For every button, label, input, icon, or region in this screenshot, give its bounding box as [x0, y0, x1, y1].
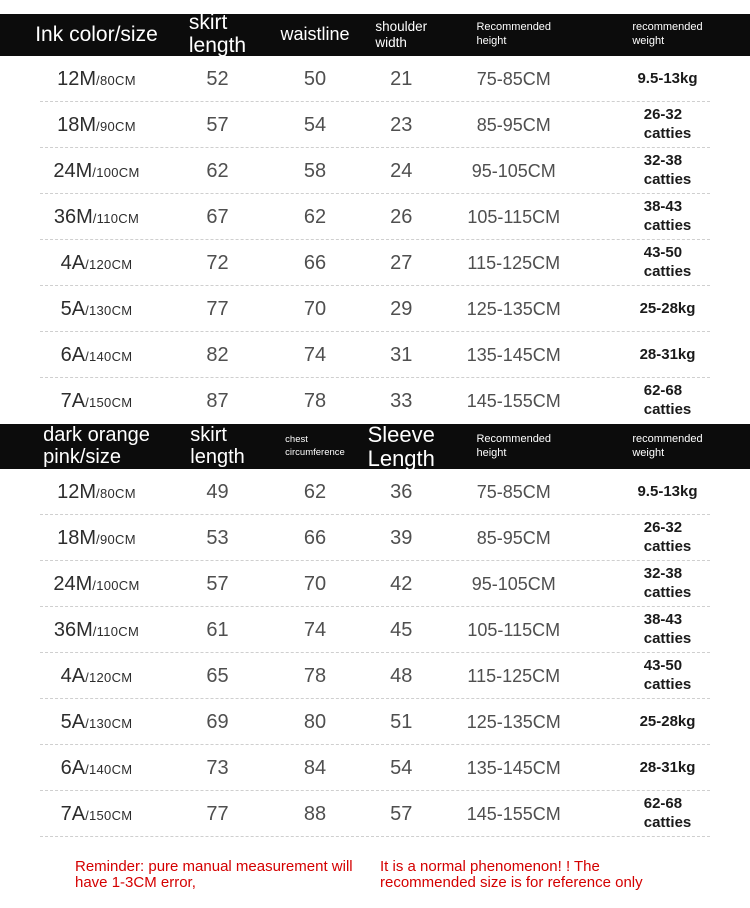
weight-line-2: catties	[643, 217, 692, 234]
measure-value-2: 80	[303, 710, 327, 733]
height-range: 125-135CM	[466, 711, 561, 732]
weight-line-1: 62-68	[643, 795, 683, 813]
table-row	[0, 286, 750, 332]
weight-cell	[585, 611, 750, 649]
header-cell-recommended-height	[443, 433, 586, 461]
table-row	[0, 607, 750, 653]
measure-value-3: 26	[390, 205, 413, 228]
weight-line-1: 43-50	[643, 244, 683, 262]
size-cell	[0, 573, 165, 596]
table-row	[0, 653, 750, 699]
size-cell	[0, 665, 165, 688]
measure-value-3: 51	[390, 710, 413, 733]
weight-cell	[585, 565, 750, 603]
height-range: 135-145CM	[466, 757, 561, 778]
table-row	[0, 515, 750, 561]
header-line: height	[476, 35, 507, 47]
weight-line-2: catties	[643, 125, 692, 142]
height-range: 75-85CM	[476, 481, 551, 502]
size-sub-label: /80CM	[96, 485, 136, 501]
measure-value-1: 65	[206, 664, 229, 687]
size-sub-label: /140CM	[85, 761, 133, 777]
measure-value-3: 42	[390, 572, 413, 595]
measure-value-1: 49	[206, 480, 229, 503]
measure-value-2: 88	[303, 802, 327, 825]
height-range: 75-85CM	[476, 68, 551, 89]
table-header	[0, 11, 750, 57]
size-sub-label: /110CM	[92, 623, 140, 639]
reminder-note-right: It is a normal phenomenon! ! The recommended size is for reference only	[380, 858, 643, 892]
measure-value-3: 21	[390, 67, 413, 90]
measure-value-1: 53	[206, 526, 229, 549]
header-line: pink/size	[43, 445, 121, 468]
size-cell	[0, 390, 165, 413]
header-line: width	[375, 35, 407, 50]
measure-value-1: 57	[206, 572, 229, 595]
measure-value-1: 62	[206, 159, 229, 182]
weight-line-1: 26-32	[643, 519, 683, 537]
weight-cell	[585, 795, 750, 833]
size-label: 18M	[57, 526, 97, 549]
measure-value-1: 77	[206, 297, 229, 320]
weight-line-1: 25-28kg	[639, 299, 696, 317]
measure-value-2: 62	[303, 480, 327, 503]
weight-line-1: 32-38	[643, 565, 683, 583]
size-table-rows	[0, 56, 750, 424]
size-sub-label: /100CM	[92, 577, 140, 593]
weight-line-1: 28-31kg	[639, 345, 696, 363]
table-row	[0, 56, 750, 102]
height-range: 115-125CM	[467, 665, 561, 686]
weight-line-2: catties	[643, 630, 692, 647]
header-cell-skirt-length	[165, 12, 270, 57]
measure-value-3: 23	[390, 113, 413, 136]
size-label: 36M	[53, 618, 93, 641]
table-row	[0, 240, 750, 286]
weight-line-2: catties	[643, 676, 692, 693]
size-sub-label: /80CM	[96, 72, 136, 88]
header-line: shoulder	[375, 18, 428, 34]
height-range: 115-125CM	[467, 252, 561, 273]
weight-cell	[585, 198, 750, 236]
size-cell	[0, 68, 165, 91]
reminder-note	[0, 859, 750, 891]
header-line: circumference	[285, 446, 345, 458]
measure-value-2: 50	[303, 67, 327, 90]
size-label: 7A	[60, 389, 86, 412]
height-range: 105-115CM	[467, 206, 561, 227]
size-label: 24M	[53, 572, 93, 595]
table-row	[0, 378, 750, 424]
size-sub-label: /90CM	[96, 531, 136, 547]
size-label: 36M	[53, 205, 93, 228]
header-line: weight	[632, 35, 665, 47]
header-line: length	[188, 34, 247, 57]
size-cell	[0, 344, 165, 367]
height-range: 85-95CM	[476, 114, 551, 135]
measure-value-3: 24	[390, 159, 413, 182]
measure-value-1: 82	[206, 343, 229, 366]
weight-line-1: 26-32	[643, 106, 683, 124]
weight-line-1: 9.5-13kg	[637, 69, 698, 87]
header-line: height	[476, 446, 507, 459]
measure-value-3: 33	[390, 389, 413, 412]
size-cell	[0, 298, 165, 321]
header-line: Length	[367, 445, 435, 471]
size-cell	[0, 803, 165, 826]
table-header	[0, 421, 750, 471]
size-label: 5A	[60, 710, 86, 733]
weight-line-1: 43-50	[643, 657, 683, 675]
measure-value-2: 66	[303, 251, 327, 274]
height-range: 145-155CM	[466, 803, 561, 824]
header-cell-recommended-weight	[585, 433, 750, 461]
weight-cell	[585, 106, 750, 144]
header-cell-recommended-height	[443, 21, 586, 49]
size-sub-label: /120CM	[85, 256, 133, 272]
header-cell-shoulder-width	[360, 19, 443, 51]
header-cell-chest-circumference	[270, 434, 360, 459]
weight-cell	[585, 657, 750, 695]
header-line: waistline	[280, 24, 350, 45]
header-line: Recommended	[476, 21, 552, 34]
table-row	[0, 791, 750, 837]
measure-value-3: 48	[390, 664, 413, 687]
measure-value-2: 70	[303, 572, 327, 595]
size-label: 7A	[60, 802, 86, 825]
weight-cell	[585, 70, 750, 89]
weight-line-2: catties	[643, 538, 692, 555]
weight-line-1: 9.5-13kg	[637, 482, 698, 500]
header-line: Sleeve	[367, 421, 435, 447]
size-sub-label: /90CM	[96, 118, 136, 134]
weight-line-1: 38-43	[643, 611, 683, 629]
weight-line-2: catties	[643, 584, 692, 601]
measure-value-2: 84	[303, 756, 327, 779]
size-table-rows	[0, 469, 750, 837]
weight-line-1: 38-43	[643, 198, 683, 216]
size-table-ink	[0, 11, 750, 424]
measure-value-3: 54	[390, 756, 413, 779]
measure-value-2: 58	[303, 159, 327, 182]
weight-cell	[585, 519, 750, 557]
measure-value-2: 74	[303, 343, 327, 366]
size-label: 6A	[60, 343, 86, 366]
measure-value-2: 54	[303, 113, 327, 136]
measure-value-1: 72	[206, 251, 229, 274]
size-sub-label: /130CM	[85, 302, 133, 318]
weight-line-1: 25-28kg	[639, 712, 696, 730]
measure-value-3: 39	[390, 526, 413, 549]
header-cell-size	[0, 425, 165, 468]
measure-value-2: 78	[303, 664, 327, 687]
height-range: 95-105CM	[471, 573, 556, 594]
measure-value-2: 78	[303, 389, 327, 412]
size-sub-label: /120CM	[85, 669, 133, 685]
measure-value-1: 61	[206, 618, 229, 641]
size-sub-label: /150CM	[85, 394, 133, 410]
table-row	[0, 469, 750, 515]
height-range: 85-95CM	[476, 527, 551, 548]
size-sub-label: /140CM	[85, 348, 133, 364]
weight-line-1: 32-38	[643, 152, 683, 170]
size-label: 24M	[53, 159, 93, 182]
weight-cell	[585, 759, 750, 778]
header-line: length	[190, 445, 245, 468]
size-table-dark-orange-pink	[0, 421, 750, 837]
size-cell	[0, 757, 165, 780]
size-sub-label: /100CM	[92, 164, 140, 180]
size-sub-label: /150CM	[85, 807, 133, 823]
measure-value-2: 74	[303, 618, 327, 641]
size-cell	[0, 619, 165, 642]
header-line: weight	[632, 446, 665, 459]
weight-cell	[585, 382, 750, 420]
header-cell-waistline	[270, 25, 360, 44]
size-label: 6A	[60, 756, 86, 779]
measure-value-3: 29	[390, 297, 413, 320]
weight-cell	[585, 244, 750, 282]
measure-value-1: 87	[206, 389, 229, 412]
table-row	[0, 148, 750, 194]
size-cell	[0, 711, 165, 734]
header-line: recommended	[632, 432, 703, 445]
measure-value-2: 66	[303, 526, 327, 549]
measure-value-3: 45	[390, 618, 413, 641]
measure-value-1: 73	[206, 756, 229, 779]
header-line: dark orange	[43, 423, 150, 446]
height-range: 105-115CM	[467, 619, 561, 640]
weight-cell	[585, 713, 750, 732]
height-range: 135-145CM	[466, 344, 561, 365]
weight-cell	[585, 346, 750, 365]
measure-value-3: 31	[390, 343, 413, 366]
measure-value-2: 70	[303, 297, 327, 320]
header-cell-skirt-length	[165, 425, 270, 468]
measure-value-3: 36	[390, 480, 413, 503]
measure-value-1: 69	[206, 710, 229, 733]
measure-value-1: 67	[206, 205, 229, 228]
size-cell	[0, 114, 165, 137]
size-sub-label: /130CM	[85, 715, 133, 731]
size-label: 5A	[60, 297, 86, 320]
table-row	[0, 745, 750, 791]
measure-value-2: 62	[303, 205, 327, 228]
table-row	[0, 194, 750, 240]
header-cell-size	[0, 24, 165, 47]
table-row	[0, 332, 750, 378]
weight-line-2: catties	[643, 171, 692, 188]
weight-line-2: catties	[643, 263, 692, 280]
measure-value-1: 77	[206, 802, 229, 825]
measure-value-1: 52	[206, 67, 229, 90]
weight-line-2: catties	[643, 814, 692, 831]
size-label: 4A	[60, 664, 86, 687]
header-line: Recommended	[476, 432, 552, 445]
measure-value-3: 57	[390, 802, 413, 825]
measure-value-1: 57	[206, 113, 229, 136]
weight-cell	[585, 300, 750, 319]
header-line: recommended	[632, 21, 703, 34]
weight-line-1: 28-31kg	[639, 758, 696, 776]
table-row	[0, 699, 750, 745]
weight-cell	[585, 483, 750, 502]
size-cell	[0, 481, 165, 504]
size-cell	[0, 160, 165, 183]
height-range: 125-135CM	[466, 298, 561, 319]
height-range: 95-105CM	[471, 160, 556, 181]
size-label: 4A	[60, 251, 86, 274]
header-cell-sleeve-length	[360, 423, 443, 471]
size-cell	[0, 527, 165, 550]
weight-line-1: 62-68	[643, 382, 683, 400]
size-label: 12M	[57, 480, 97, 503]
height-range: 145-155CM	[466, 390, 561, 411]
header-line: skirt	[190, 423, 227, 446]
reminder-note-left: Reminder: pure manual measurement will have 1-3CM error,	[75, 858, 353, 892]
size-label: 12M	[57, 67, 97, 90]
table-row	[0, 561, 750, 607]
measure-value-3: 27	[390, 251, 413, 274]
header-cell-recommended-weight	[585, 21, 750, 49]
header-line: chest	[285, 434, 308, 446]
size-cell	[0, 252, 165, 275]
header-line: skirt	[188, 11, 228, 35]
size-sub-label: /110CM	[92, 210, 140, 226]
header-line: Ink color/size	[35, 22, 158, 46]
table-row	[0, 102, 750, 148]
weight-line-2: catties	[643, 401, 692, 418]
size-label: 18M	[57, 113, 97, 136]
weight-cell	[585, 152, 750, 190]
size-cell	[0, 206, 165, 229]
